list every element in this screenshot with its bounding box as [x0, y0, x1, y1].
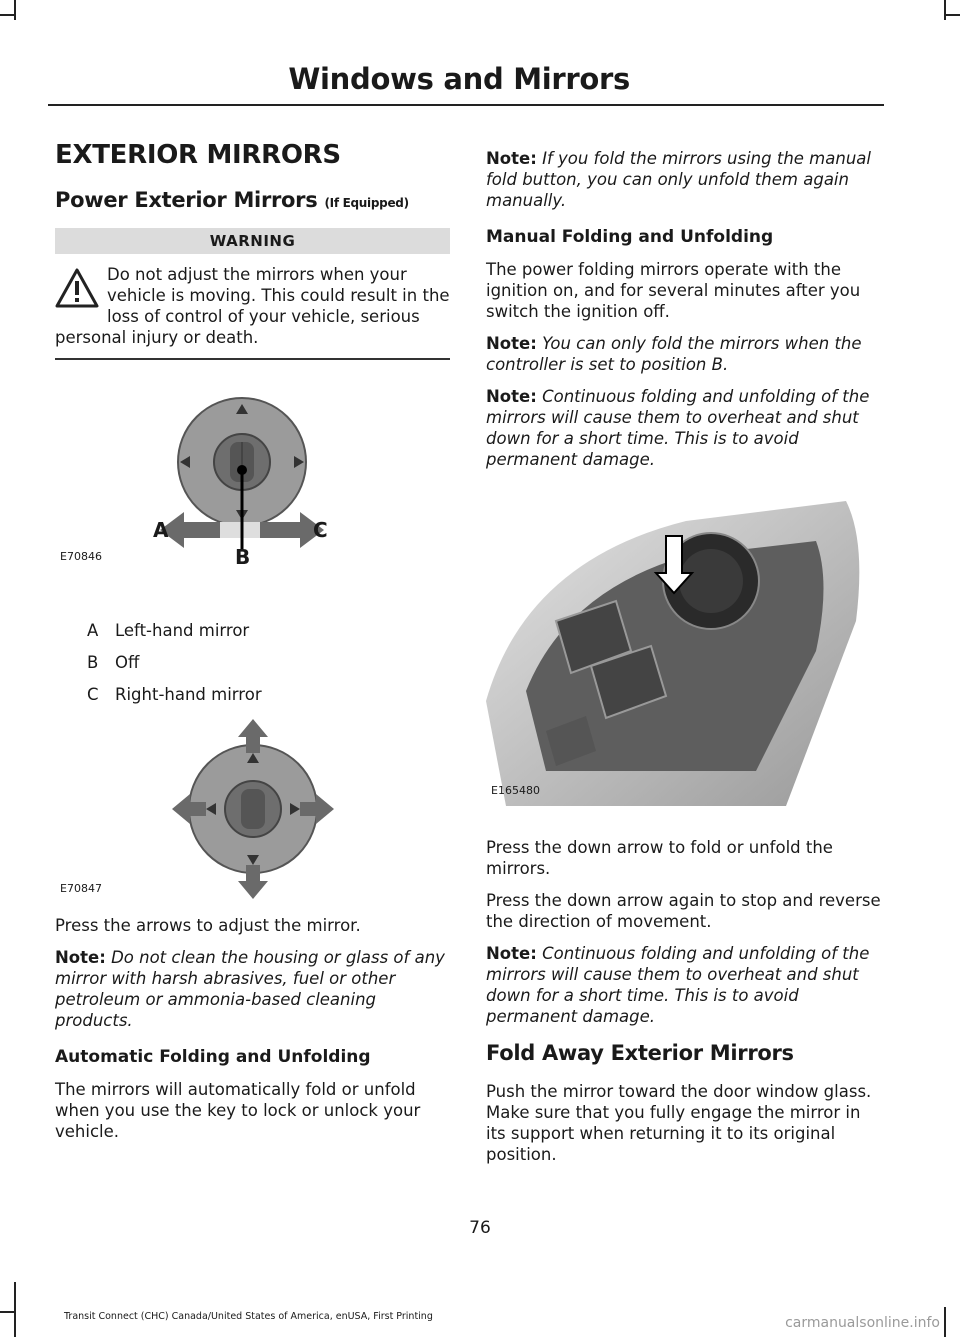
- legend-row: A Left-hand mirror: [87, 621, 250, 640]
- label-a: A: [153, 518, 169, 542]
- left-column: [55, 140, 450, 1153]
- paragraph: Press the down arrow again to stop and reverse the direction of movement.: [486, 891, 881, 931]
- warning-triangle-icon: [55, 268, 99, 308]
- figure-code: E70847: [60, 882, 102, 895]
- warning-text: Do not adjust the mirrors when your vehicle is moving. This could result in the loss of control of your vehicle, serious personal injury or death.: [55, 265, 450, 347]
- label-b: B: [235, 545, 251, 569]
- paragraph: The power folding mirrors operate with the ignition on, and for several minutes after you switch the ignition off.: [486, 260, 861, 321]
- footer-text: Transit Connect (CHC) Canada/United States of America, enUSA, First Printing: [64, 1311, 433, 1322]
- note: Note: You can only fold the mirrors when the controller is set to position B.: [486, 334, 862, 374]
- note: Note: Continuous folding and unfolding of the mirrors will cause them to overheat and shut down for a short time. This is to avoid permanent damage.: [486, 387, 870, 469]
- crop-mark: [0, 14, 16, 16]
- crop-mark: [14, 1282, 16, 1337]
- paragraph: The mirrors will automatically fold or unfold when you use the key to lock or unlock your vehicle.: [55, 1080, 421, 1141]
- door-switch-photo: [486, 501, 876, 806]
- header-rule: [48, 104, 884, 106]
- paragraph: Push the mirror toward the door window glass. Make sure that you fully engage the mirror in its support when returning it to its original position.: [486, 1082, 872, 1164]
- section-title: EXTERIOR MIRRORS: [55, 140, 341, 170]
- mirror-adjust-diagram: [170, 717, 360, 902]
- door-switch-figure: [486, 481, 881, 841]
- warning-box: [55, 264, 450, 360]
- warning-rule: [55, 358, 450, 360]
- legend-row: C Right-hand mirror: [87, 685, 262, 704]
- crop-mark: [0, 1311, 14, 1313]
- crop-mark: [944, 1307, 946, 1337]
- note: Note: If you fold the mirrors using the manual fold button, you can only unfold them again manually.: [486, 149, 871, 210]
- crop-mark: [944, 0, 946, 20]
- figure-code: E70846: [60, 550, 102, 563]
- crop-mark: [14, 0, 16, 20]
- legend-row: B Off: [87, 653, 140, 672]
- mirror-adjust-figure: [55, 717, 450, 905]
- paragraph: Press the down arrow to fold or unfold the mirrors.: [486, 838, 833, 878]
- figure-code: E165480: [491, 784, 540, 797]
- page-number: 76: [469, 1218, 491, 1238]
- subheading: Automatic Folding and Unfolding: [55, 1047, 371, 1067]
- page-header-title: Windows and Mirrors: [288, 62, 630, 96]
- subheading: Manual Folding and Unfolding: [486, 227, 774, 247]
- watermark: carmanualsonline.info: [785, 1315, 940, 1331]
- subsection-title: Power Exterior Mirrors (If Equipped): [55, 188, 409, 212]
- warning-label: WARNING: [55, 228, 450, 254]
- mirror-selector-figure: [55, 370, 450, 600]
- right-column: [486, 140, 881, 1176]
- paragraph: Press the arrows to adjust the mirror.: [55, 916, 361, 935]
- subsection-title: Fold Away Exterior Mirrors: [486, 1041, 794, 1065]
- legend: [55, 620, 450, 705]
- note: Note: Continuous folding and unfolding of the mirrors will cause them to overheat and shut down for a short time. This is to avoid permanent damage.: [486, 944, 870, 1026]
- note: Note: Do not clean the housing or glass of any mirror with harsh abrasives, fuel or other petroleum or ammonia-based cleaning products.: [55, 948, 445, 1030]
- crop-mark: [944, 14, 960, 16]
- mirror-control-diagram: [150, 390, 360, 585]
- label-c: C: [313, 518, 328, 542]
